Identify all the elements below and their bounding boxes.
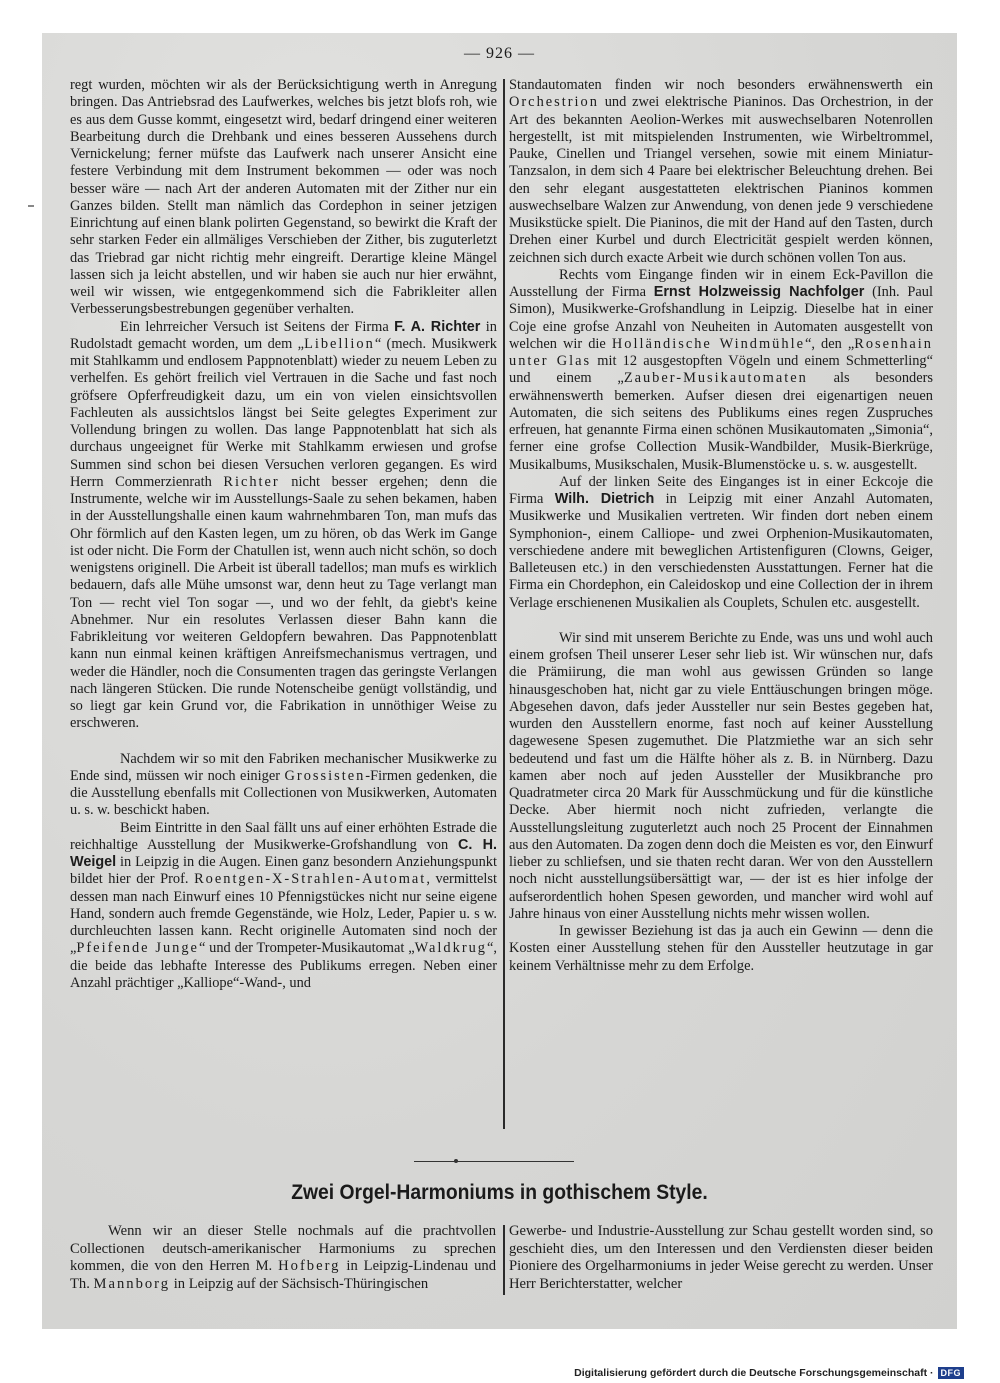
- text-run: Auf der linken Seite des Einganges ist in einer Eckcoje die Firma: [509, 473, 933, 507]
- separator-ornament: [454, 1159, 458, 1163]
- column-divider: [503, 79, 505, 1129]
- text-run: in Leipzig in die Augen. Einen ganz besondern Anziehungspunkt bildet hier der Prof.: [70, 854, 497, 888]
- paragraph: regt wurden, möchten wir als der Berücksichtigung werth in Anregung bringen. Das Antriebsrad des Laufwerkes, welches bis jetzt blofs roh, wie es aus dem Gusse kommt, eingesetzt wird, bedarf dringend einer weiteren Bearbeitung durch die Drehbank und eines besseren Aussehens durch Vernickelung; ferner müfste das Laufwerk nach unserer Ansicht eine festere Verbindung mit dem Instrument bekommen — oder was noch besser wäre — nach Art der anderen Automaten mit der Zither nur ein Ganzes bilden. Stellt man nämlich das Cordephon in seiner jetzigen Einrichtung auf einen blank polirten Gegenstand, so bewirkt die Kraft der sehr starken Feder ein allmäliges Verschieben der Zither, bis zuguterletzt das Triebrad gar nicht richtig mehr eingreift. Derartige kleine Mängel lassen sich ja leicht abstellen, und wir haben sie auch nur hier erwähnt, weil wir wissen, wie entgegenkommend sich die Fabrikleiter allen Verbesserungsbestrebungen gegenüber verhalten.: [70, 77, 497, 318]
- product-name: Holländische Windmühle: [611, 335, 805, 352]
- paragraph: [70, 1223, 496, 1293]
- company-name: Ernst Holzweissig Nachfolger: [653, 284, 865, 300]
- text-run: Nachdem wir so mit den Fabriken mechanischer Musikwerke zu Ende sind, müssen wir noch einiger: [70, 750, 497, 784]
- text-run: in Leipzig-Lindenau und Th.: [70, 1258, 496, 1292]
- product-name: Zauber-Musikautomaten: [623, 370, 808, 387]
- left-column: [70, 77, 497, 992]
- page-number: — 926 —: [464, 45, 535, 62]
- text-run: Rechts vom Eingange finden wir in einem Eck-Pavillon die Ausstellung der Firma: [509, 266, 933, 300]
- product-name: Waldkrug: [414, 940, 487, 957]
- emphasis: Grossisten: [284, 767, 366, 784]
- text-run: “, den „: [804, 335, 855, 352]
- product-name: Rosenhain unter Glas: [509, 335, 933, 369]
- product-name: Roentgen-X-Strahlen-Automat: [194, 871, 427, 888]
- text-run: Ein lehrreicher Versuch ist Seitens der Firma: [120, 318, 395, 335]
- text-run: , vermittelst dessen man nach Einwurf eines 10 Pfennigstückes nicht nur seine eigene Hand, sondern auch fremde Gegenstände, wie Holz, Leder, Papier u. s w. durchleuchten lassen kann. Recht originelle Automaten sind noch der „: [70, 871, 497, 957]
- company-name: C. H. Weigel: [70, 836, 497, 870]
- article-title: Zwei Orgel-Harmoniums in gothischem Style.: [291, 1181, 708, 1204]
- text-run: “ (mech. Musikwerk mit Stahlkamm und endlosem Pappnotenblatt) wieder zu neuem Leben zu verhelfen. Es gehört freilich viel Vertrauen in die Sache und fast noch gröfsere Opferfreudigkeit dazu, um ein von vielen einsichtsvollen Fachleuten als aussichtslos längst bei Seite gelegtes Experiment zur Vollendung bringen zu wollen. Das lange Pappnotenblatt hat sich als durchaus ungeeignet für Werke mit Stahlkamm erwiesen und grofse Summen sind schon bei diesen Versuchen verloren gegangen. Es wird Herrn Commerzienrath: [70, 335, 497, 490]
- person-name: Richter: [223, 473, 280, 490]
- text-run: (Inh. Paul Simon), Musikwerke-Grofshandlung in Leipzig. Dieselbe hat in einer Coje eine grofse Anzahl von Neuheiten in Automaten ausgestellt von welchen wir die: [509, 284, 933, 352]
- company-name: Wilh. Dietrich: [554, 491, 655, 507]
- scan-artifact: [28, 205, 34, 207]
- text-run: in Rudolstadt gemacht worden, um dem „: [70, 318, 497, 352]
- credit-text: Digitalisierung gefördert durch die Deutsche Forschungsgemeinschaft ·: [574, 1367, 934, 1379]
- right-column: [509, 77, 933, 975]
- paragraph: [70, 751, 497, 820]
- text-run: “ und der Trompeter-Musikautomat „: [198, 940, 415, 957]
- paragraph: [70, 319, 497, 733]
- person-name: Hofberg: [278, 1258, 341, 1274]
- paragraph: Gewerbe- und Industrie-Ausstellung zur Schau gestellt worden sind, so geschieht dies, um den Interessen und den Verdiensten dieser beiden Pioniere des Orgelharmoniums in jeder Weise gerecht zu werden. Unser Herr Berichterstatter, welcher: [509, 1223, 933, 1292]
- product-name: Libellion: [304, 335, 375, 352]
- text-run: nicht besser ergehen; denn die Instrumente, welche wir im Ausstellungs-Saale zu sehen bekamen, haben in der Ausstellungshalle einen kaum wahrnehmbaren Ton, man mufs das Ohr förmlich auf den Kasten legen, um zu hören, ob das Werk im Gange ist oder nicht. Die Form der Chatullen ist, wenn auch nicht schön, so doch wenigstens originell. Die Arbeit ist überall tadellos; man mufs es wirklich bedauern, dafs alle Mühe umsonst war, denn heut zu Tage verlangt man Ton — recht viel Ton sogar —, und wo der fehlt, da giebt's keine Abnehmer. Nur ein resolutes Verlassen dieser Bahn kann die Fabrikleitung vor weiteren Geldopfern bewahren. Das Pappnotenblatt kann nun einmal keinen kräftigen Anreifsmechanismus vertragen, und weder die Händler, noch die Consumenten tragen das geringste Verlangen nach längeren Stücken. Die runde Notenscheibe genügt vollständig, und so liegt gar kein Grund vor, die Fabrikation in unnöthiger Weise zu erschweren.: [70, 473, 497, 732]
- text-run: “, die beide das lebhafte Interesse des Publikums erregen. Neben einer Anzahl prächtiger „Kalliope“-Wand-, und: [70, 940, 497, 991]
- paragraph: In gewisser Beziehung ist das ja auch ein Gewinn — denn die Kosten einer Ausstellung stehen für den Aussteller heutzutage in gar keinem Verhältnisse mehr zu dem Erfolge.: [509, 923, 933, 974]
- text-run: in Leipzig mit einer Anzahl Automaten, Musikwerke und Musikalien vertreten. Wir finden dort neben einem Symphonion-, einem Calliope- und zwei Orphenion-Musikautomaten, verschiedene andere mit beweglichen Artistenfiguren (Clowns, Geiger, Balleteusen etc.) in den verschiedensten Ausstattungen. Ferner hat die Firma ein Chordephon, ein Caleidoskop und eine Collection der in ihrem Verlage erschienenen Musikalien als Couplets, Schulen etc. ausgestellt.: [509, 491, 933, 611]
- text-run: in Leipzig auf der Sächsisch-Thüringischen: [170, 1275, 429, 1292]
- text-run: -Firmen gedenken, die die Ausstellung ebenfalls mit Collectionen von Musikwerken, Automaten u. s. w. beschickt haben.: [70, 767, 498, 819]
- company-name: F. A. Richter: [394, 318, 481, 335]
- dfg-logo-icon: DFG: [938, 1367, 965, 1379]
- column-divider: [503, 1225, 505, 1295]
- article-right-column: [509, 1223, 933, 1293]
- article-left-column: [70, 1223, 496, 1293]
- paragraph: [509, 474, 933, 612]
- paragraph: [509, 267, 933, 474]
- digitization-credit: [574, 1367, 964, 1379]
- scanned-page: [42, 33, 957, 1329]
- text-run: mit 12 ausgestopften Vögeln und einem Schmetterling“ und einem „: [509, 353, 934, 387]
- text-run: als besonders erwähnenswerth bemerken. Aufser diesen drei eigenartigen neuen Automaten, die sich seitens des Publikums eines regen Zuspruches erfreuen, hat genannte Firma einen schönen Musikautomaten „Simonia“, ferner eine grofse Collection Musik-Wandbilder, Musik-Bierkrüge, Musikalbums, Musikschalen, Musik-Blumenstöcke u. s. w. ausgestellt.: [509, 370, 933, 473]
- paragraph: [70, 820, 497, 993]
- text-run: und zwei elektrische Pianinos. Das Orchestrion, in der Art des bekannten Aeolion-Werkes mit auswechselbaren Notenrollen hergestellt, ist mit mitspielenden Instrumenten, wie Wirbeltrommel, Pauke, Cinellen und Triangel versehen, sowie mit einem Miniatur-Tanzsalon, in dem sich 4 Paare bei elektrischer Beleuchtung drehen. Bei den sehr elegant ausgestatteten elektrischen Pianinos kommen auswechselbare Walzen zur Anwendung, von denen jede 9 verschiedene Musikstücke spielt. Die Pianinos, die mit der Hand auf den Tasten, durch Drehen einer Kurbel und durch Electricität gespielt werden können, zeichnen sich durch exacte Arbeit wie durch schönen vollen Ton aus.: [509, 94, 933, 266]
- text-run: Wenn wir an dieser Stelle nochmals auf die prachtvollen Collectionen deutsch-amerikanischer Harmoniums zu sprechen kommen, die von den Herren M.: [70, 1223, 496, 1274]
- text-run: Beim Eintritte in den Saal fällt uns auf einer erhöhten Estrade die reichhaltige Ausstellung der Musikwerke-Grofshandlung von: [70, 819, 497, 853]
- product-name: Pfeifende Junge: [76, 940, 199, 957]
- product-name: Orchestrion: [509, 94, 599, 111]
- text-run: Standautomaten finden wir noch besonders erwähnenswerth ein: [509, 77, 933, 93]
- person-name: Mannborg: [93, 1275, 171, 1292]
- paragraph: [509, 77, 933, 267]
- section-separator: [414, 1161, 574, 1162]
- paragraph: Wir sind mit unserem Berichte zu Ende, was uns und wohl auch einem grofsen Theil unserer Leser sehr lieb ist. Wir wünschen nur, dafs die Prämiirung, die man wohl aus gewissen Gründen so lange hinausgeschoben hat, nicht gar zu viele Enttäuschungen bringen möge. Abgesehen davon, dafs jeder Aussteller nur sein Bestes gegeben hat, wurden den Ausstellern enorme, fast noch auf keiner Ausstellung dagewesene Spesen zugemuthet. Die Platzmiethe war an sich sehr bedeutend und fast um die Hälfte höher als z. B. in Nürnberg. Dazu kamen aber noch auf jeden Aussteller der Musikbranche pro Quadratmeter circa 20 Mark für Ausschmückung und für die künstliche Decke. Aber hiermit noch nicht zufrieden, verlangte die Ausstellungsleitung zuguterletzt auch noch 25 Procent der Einnahmen aus den Automaten. Da zogen denn doch die Meisten es vor, den Einwurf lieber zu schliefsen, und sie thaten recht daran. Wer von den Ausstellern noch nicht ausstellungsübersättigt war, — der ist es hier infolge der aufserordentlich hohen Spesen geworden, und mancher wird wohl auf Jahre hinaus von einer Ausstellung nichts mehr wissen wollen.: [509, 629, 933, 922]
